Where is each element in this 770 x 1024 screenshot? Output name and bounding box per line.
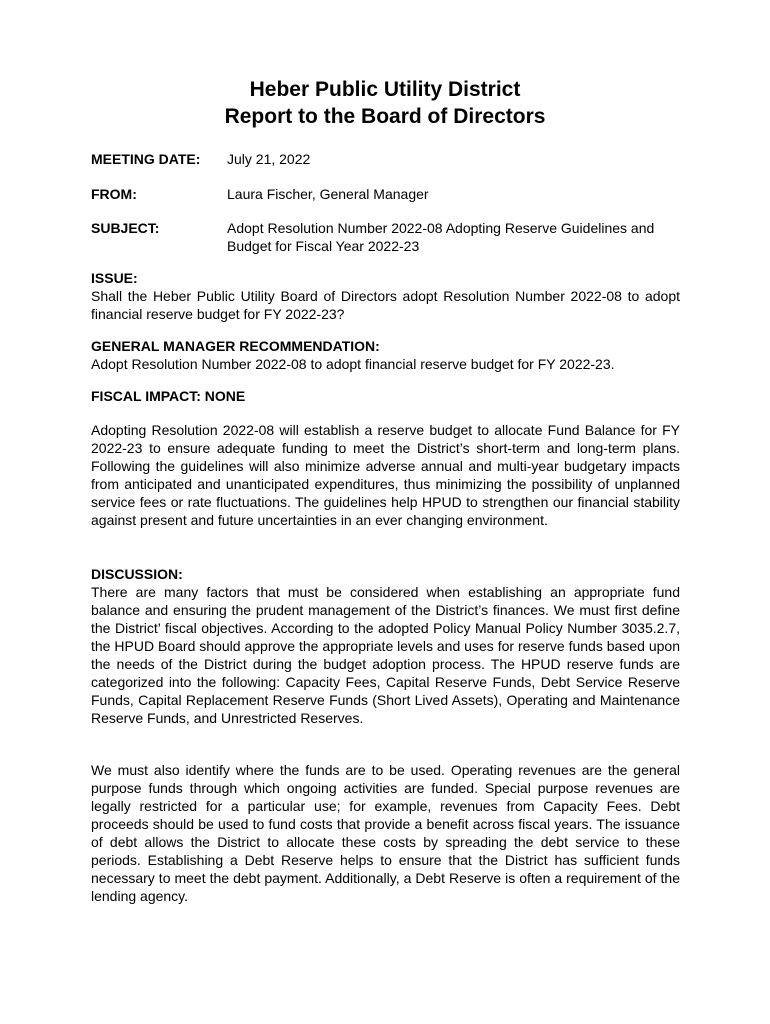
subject-value: Adopt Resolution Number 2022-08 Adopting Reserve Guidelines and Budget for Fiscal Year 2022-23 [227, 220, 655, 254]
recommendation-heading: GENERAL MANAGER RECOMMENDATION: [91, 338, 380, 354]
discussion-heading: DISCUSSION: [91, 566, 183, 582]
fiscal-impact-text: Adopting Resolution 2022-08 will establish a reserve budget to allocate Fund Balance for FY 2022-23 to ensure adequate funding to meet the District’s short-term and long-term plans. Following the guidelines will also minimize adverse annual and multi-year budgetary impacts from anticipated and unanticipated expenditures, thus minimizing the possibility of unplanned service fees or rate fluctuations. The guidelines help HPUD to strengthen our financial stability against present and future uncertainties in an ever changing environment. [91, 422, 680, 528]
discussion-paragraph-2: We must also identify where the funds are to be used. Operating revenues are the general purpose funds through which ongoing activities are funded. Special purpose revenues are legally restricted for a particular use; for example, revenues from Capacity Fees. Debt proceeds should be used to fund costs that provide a benefit across fiscal years. The issuance of debt allows the District to allocate these costs by spreading the debt service to these periods. Establishing a Debt Reserve helps to ensure that the District has sufficient funds necessary to meet the debt payment. Additionally, a Debt Reserve is often a requirement of the lending agency. [91, 762, 680, 904]
recommendation-text: Adopt Resolution Number 2022-08 to adopt financial reserve budget for FY 2022-23. [91, 356, 615, 372]
issue-text: Shall the Heber Public Utility Board of Directors adopt Resolution Number 2022-08 to adopt financial reserve budget for FY 2022-23? [91, 288, 680, 322]
meeting-date-value: July 21, 2022 [227, 151, 311, 167]
discussion-paragraph-1: There are many factors that must be considered when establishing an appropriate fund balance and ensuring the prudent management of the District’s finances. We must first define the District’ fiscal objectives. According to the adopted Policy Manual Policy Number 3035.2.7, the HPUD Board should approve the appropriate levels and uses for reserve funds based upon the needs of the District during the budget adoption process. The HPUD reserve funds are categorized into the following: Capacity Fees, Capital Reserve Funds, Debt Service Reserve Funds, Capital Replacement Reserve Funds (Short Lived Assets), Operating and Maintenance Reserve Funds, and Unrestricted Reserves. [91, 584, 680, 726]
issue-heading: ISSUE: [91, 270, 138, 286]
fiscal-impact-heading: FISCAL IMPACT: NONE [91, 388, 246, 404]
from-label: FROM: [91, 186, 137, 202]
from-value: Laura Fischer, General Manager [227, 186, 429, 202]
meeting-date-label: MEETING DATE: [91, 151, 201, 167]
document-title-line-2: Report to the Board of Directors [224, 105, 546, 128]
document-title-line-1: Heber Public Utility District [249, 78, 521, 101]
subject-label: SUBJECT: [91, 220, 160, 236]
